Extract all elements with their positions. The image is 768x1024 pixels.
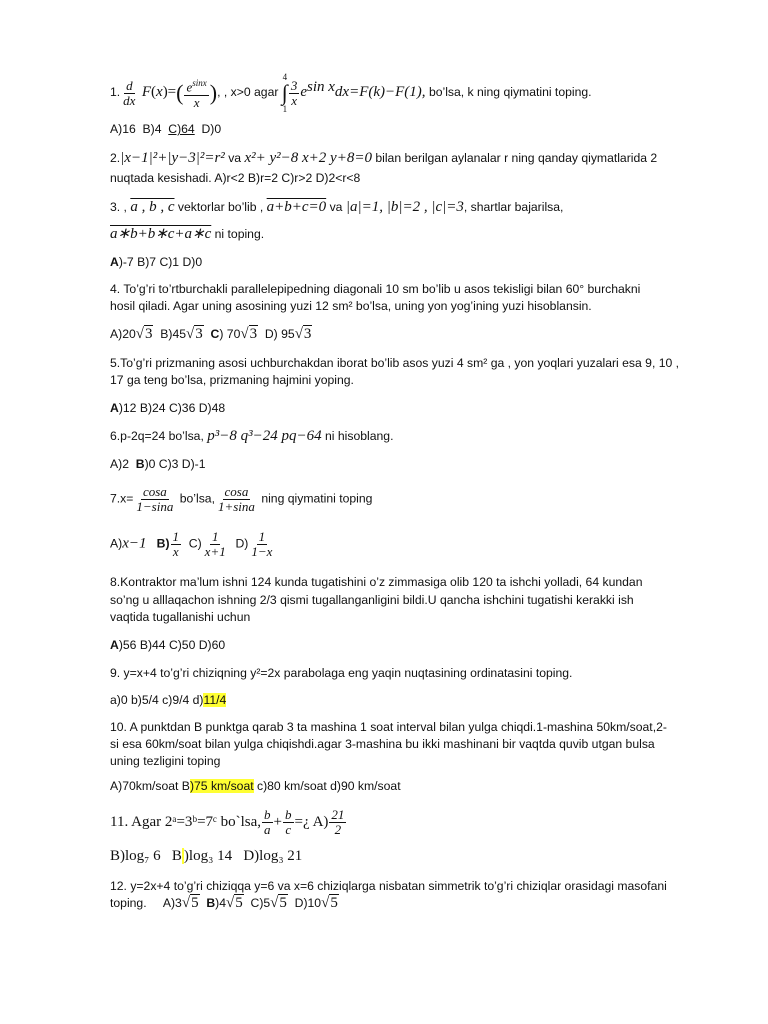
- answers-6: [110, 456, 206, 472]
- answer-d: D): [235, 536, 249, 551]
- fraction-denominator: x: [193, 94, 200, 110]
- answer-c-marker: B: [171, 848, 182, 864]
- exp-base: e: [186, 79, 193, 95]
- answer-marker: A: [110, 638, 119, 652]
- question-text: , shartlar bajarilsa,: [463, 200, 564, 214]
- question-number: 3. ,: [110, 200, 127, 214]
- answer-c-marker: C: [210, 327, 220, 341]
- question-10-line2: si esa 60km/soat bilan yulga chiqishdi.agar 3-mashina bu ikki mashinani bir vaqtda quvib utgan bulsa: [110, 737, 655, 751]
- conjunction: va: [228, 151, 242, 165]
- expression: p³−8 q³−24 pq−64: [207, 428, 322, 444]
- answers-10: [110, 778, 401, 794]
- fraction-denominator: a: [264, 822, 271, 837]
- vectors: a , b , c: [130, 199, 175, 215]
- fraction-denominator: x: [291, 92, 297, 108]
- question-text: bo’lsa,: [179, 491, 215, 506]
- question-text: bo`lsa,: [220, 813, 262, 830]
- answer-d: D)10: [294, 896, 322, 910]
- integral-lower-limit: 1: [282, 104, 288, 114]
- answer-marker: A: [110, 255, 119, 269]
- question-number: 2.: [110, 151, 121, 165]
- fraction-numerator: 1: [172, 529, 180, 544]
- dot-product-expression: a∗b+b∗c+a∗c: [110, 226, 212, 242]
- question-text: 6.p-2q=24 bo’lsa,: [110, 429, 204, 443]
- answer-c: C)64: [168, 122, 195, 136]
- fraction-numerator: b: [285, 807, 292, 822]
- integral-upper-limit: 4: [282, 72, 288, 82]
- question-5-line2: 17 ga teng bo’lsa, prizmaning hajmini yoping.: [110, 373, 354, 387]
- fraction-denominator: 1+sina: [217, 499, 255, 514]
- question-1: 1. $\frac{d}{dx}$ F(x)=( $\frac{e^{sinx}}{x}$ ), , x>0 agar 4 ∫ 1 $\frac{3}{x}$ $e^{sin x}dx=F(k)-F(1)$, bo’lsa, k ning qiymatini toping.: [110, 72, 592, 114]
- answer-marker: B: [206, 896, 216, 910]
- variable: x: [156, 84, 163, 101]
- fraction-denominator: c: [285, 822, 292, 837]
- answer-a: A)16: [110, 122, 136, 136]
- fraction-numerator: d: [126, 77, 133, 93]
- fraction-denominator: x+1: [204, 544, 226, 559]
- question-5-line1: 5.To’g’ri prizmaning asosi uchburchakdan iborat bo’lib asos yuzi 4 sm² ga , yon yoqlari yuzalari esa 9, 10 ,: [110, 356, 680, 370]
- question-text: ni hisoblang.: [325, 429, 394, 443]
- answers-4: A)20√3 B)45√3 C) 70√3 D) 95√3: [110, 326, 312, 342]
- answer-highlighted: 11/4: [203, 693, 227, 707]
- fraction-numerator: 3: [290, 77, 298, 93]
- radicand: 3: [195, 326, 203, 342]
- exp-power: sinx: [192, 78, 207, 89]
- fraction-denominator: 2: [334, 822, 342, 837]
- answers-11: [110, 848, 302, 864]
- answer-options: )12 B)24 C)36 D)48: [118, 401, 226, 415]
- question-8-line3: vaqtida tugallanishi uchun: [110, 610, 251, 624]
- answer-d: D) 95: [264, 327, 295, 341]
- radicand: 5: [191, 895, 199, 911]
- question-number: 1.: [110, 85, 121, 100]
- answer-c: C)5: [250, 896, 271, 910]
- exp-base: e: [300, 84, 307, 101]
- answers-8: [110, 637, 225, 653]
- equation-1: |x−1|²+|y−3|²=r²: [120, 150, 225, 166]
- exp-power: sin x: [307, 79, 335, 96]
- fraction-numerator: cosa: [142, 484, 167, 499]
- answers-5: [110, 400, 225, 416]
- question-8-line1: 8.Kontraktor ma’lum ishni 124 kunda tugatishini o’z zimmasiga olib 120 ta ishchi yolladi, 64 kundan: [110, 575, 643, 589]
- question-3: [110, 199, 563, 215]
- radicand: 3: [249, 326, 258, 342]
- question-text: 7.x=: [110, 491, 134, 506]
- answer-c: )log₃ 14: [183, 848, 233, 864]
- fraction-denominator: x: [172, 544, 179, 559]
- answer-options: A)70km/soat B: [110, 779, 190, 793]
- radicand: 5: [279, 895, 287, 911]
- fraction-numerator: 1: [211, 529, 219, 544]
- answer-b: B)log₇ 6: [110, 848, 161, 864]
- answer-a: A)2: [110, 457, 129, 471]
- integral-rest: dx=F(k)−F(1),: [334, 84, 426, 101]
- question-text: toping.: [110, 896, 147, 910]
- answer-a: A): [110, 536, 123, 551]
- question-text: ni toping.: [214, 227, 265, 241]
- question-text: bo’lsa, k ning qiymatini toping.: [428, 85, 592, 100]
- question-10-line3: uning tezligini toping: [110, 754, 221, 768]
- condition-text: , , x>0 agar: [217, 85, 279, 100]
- radicand: 5: [235, 895, 243, 911]
- radicand: 5: [330, 895, 338, 911]
- answer-a: A)3: [162, 896, 182, 910]
- radicand: 3: [303, 326, 312, 342]
- fraction-denominator: dx: [123, 92, 136, 108]
- answer-b: B)45: [160, 327, 187, 341]
- question-12-line2: toping. A)3√5 B)4√5 C)5√5 D)10√5: [110, 895, 338, 911]
- fraction-numerator: b: [264, 807, 271, 822]
- question-9: 9. y=x+4 to’g’ri chiziqning y²=2x parabolaga eng yaqin nuqtasining ordinatasini toping.: [110, 666, 573, 680]
- answer-d: D)0: [201, 122, 222, 136]
- answer-a: A)20: [110, 327, 136, 341]
- question-8-line2: so’ng u alllaqachon ishning 2/3 qismi tugallanganligini bildi.U qancha ishchini tugatishi kerakki ish: [110, 593, 634, 607]
- answers-1: [110, 121, 221, 137]
- fraction-numerator: 21: [331, 807, 345, 822]
- equation-2: x²+ y²−8 x+2 y+8=0: [244, 150, 372, 166]
- fraction-denominator: 1−x: [251, 544, 273, 559]
- integral-sign: 4 ∫ 1: [281, 72, 288, 114]
- answer-options: )-7 B)7 C)1 D)0: [118, 255, 203, 269]
- question-7: [110, 485, 372, 514]
- answer-a: A): [312, 813, 329, 830]
- answer-marker: B: [135, 457, 145, 471]
- equation: 2ᵃ=3ᵇ=7ᶜ: [164, 813, 217, 830]
- fraction-numerator: cosa: [224, 484, 249, 499]
- conjunction: va: [329, 200, 343, 214]
- question-6: [110, 428, 393, 444]
- answer-d: D)log₃ 21: [243, 848, 303, 864]
- question-4-line1: 4. To’g’ri to’rtburchakli parallelepipedning diagonali 10 sm bo’lib u asos tekisligi bilan 60° burchakni: [110, 282, 641, 296]
- question-2: [110, 150, 657, 166]
- answers-7: [110, 530, 275, 559]
- answers-9: [110, 692, 226, 708]
- question-2-line2: nuqtada kesishadi. A)r<2 B)r=2 C)r>2 D)2<r<8: [110, 171, 361, 185]
- answer-c: ) 70: [219, 327, 241, 341]
- answer-b: B): [156, 536, 170, 551]
- question-text: vektorlar bo’lib ,: [177, 200, 264, 214]
- question-4-line2: hosil qiladi. Agar uning asosining yuzi 12 sm² bo’lsa, uning yon yog’ining yuzi hisoblansin.: [110, 299, 592, 313]
- answers-3: [110, 254, 202, 270]
- fraction-denominator: 1−sina: [136, 499, 174, 514]
- norm-conditions: |a|=1, |b|=2 , |c|=3: [345, 199, 464, 215]
- question-text: ning qiymatini toping: [261, 491, 373, 506]
- answer-options: )56 B)44 C)50 D)60: [118, 638, 226, 652]
- answer-marker: A: [110, 401, 119, 415]
- answer-options: a)0 b)5/4 c)9/4 d): [110, 693, 204, 707]
- question-3-line2: [110, 226, 264, 242]
- answer-options: )0 C)3 D)-1: [144, 457, 206, 471]
- vector-sum: a+b+c=0: [266, 199, 327, 215]
- radicand: 3: [144, 326, 153, 342]
- answer-b: B)4: [142, 122, 162, 136]
- unknown-marker: ¿: [302, 813, 310, 830]
- question-text: 11. Agar: [110, 813, 162, 830]
- question-text: bilan berilgan aylanalar r ning qanday qiymatlarida 2: [375, 151, 658, 165]
- fraction-numerator: 1: [258, 529, 266, 544]
- question-11: 11. Agar 2ᵃ=3ᵇ=7ᶜ bo`lsa, $\frac{b}{a}$ + $\frac{b}{c}$ =¿ A) $\frac{21}{2}$: [110, 807, 345, 837]
- answer-c: C): [188, 536, 202, 551]
- answer-options: c)80 km/soat d)90 km/soat: [253, 779, 401, 793]
- question-12-line1: 12. y=2x+4 to’g’ri chiziqqa y=6 va x=6 chiziqlarga nisbatan simmetrik to’g’ri chiziqlar orasidagi masofani: [110, 879, 667, 893]
- question-10-line1: 10. A punktdan B punktga qarab 3 ta mashina 1 soat interval bilan yulga chiqdi.1-mashina 50km/soat,2-: [110, 720, 667, 734]
- equals-sign: =: [294, 813, 303, 830]
- answer-a-value: x−1: [122, 535, 147, 552]
- answer-b: )4: [215, 896, 226, 910]
- answer-highlighted: )75 km/soat: [189, 779, 254, 793]
- function-symbol: F: [141, 84, 152, 101]
